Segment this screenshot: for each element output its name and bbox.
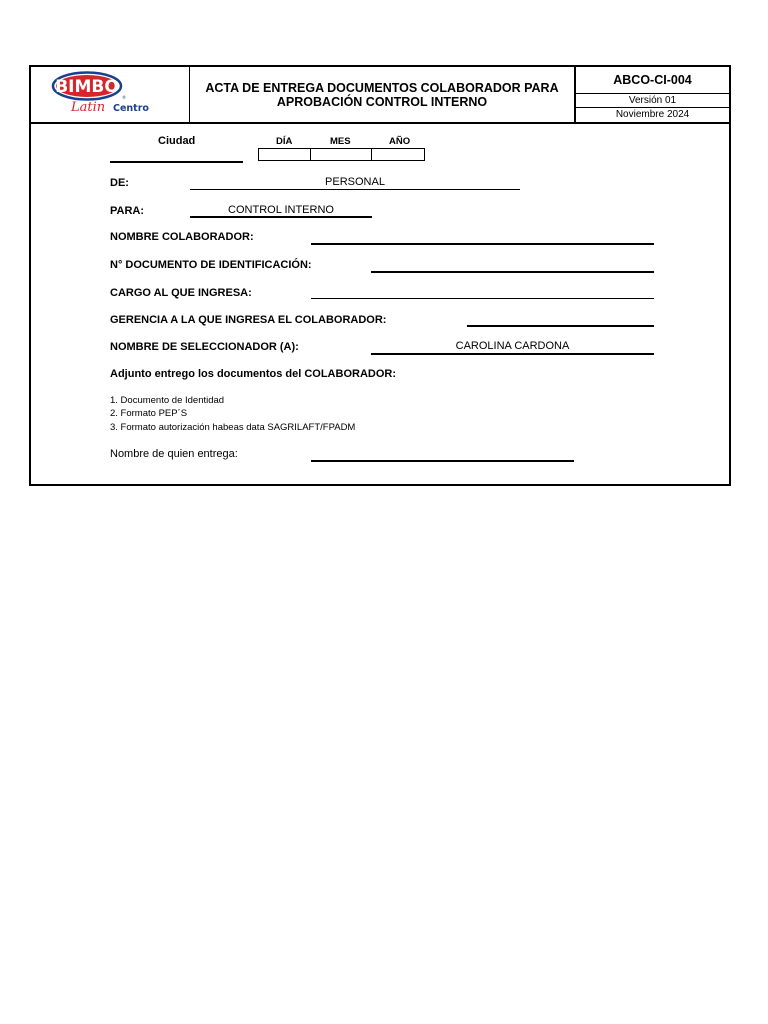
bimbo-logo: [31, 67, 189, 122]
logo-sub-bold: Centro: [113, 103, 149, 114]
delivery-form: [29, 65, 731, 486]
documents-heading: Adjunto entrego los documentos del COLABORADOR:: [110, 368, 396, 380]
document-title: [190, 67, 576, 122]
svg-text:®: ®: [122, 95, 126, 100]
de-label: DE:: [110, 177, 129, 189]
month-label: MES: [330, 136, 351, 147]
de-value: PERSONAL: [325, 176, 385, 188]
city-input-line[interactable]: [110, 161, 243, 163]
nombre-colaborador-line[interactable]: [311, 243, 654, 245]
para-label: PARA:: [110, 205, 145, 217]
cargo-line[interactable]: [311, 298, 654, 299]
year-label: AÑO: [389, 136, 411, 147]
document-item-1: 1. Documento de Identidad: [110, 395, 225, 406]
month-box[interactable]: [310, 148, 372, 161]
seleccionador-label: NOMBRE DE SELECCIONADOR (A):: [110, 341, 299, 353]
day-box[interactable]: [258, 148, 311, 161]
logo-cell: [31, 67, 190, 122]
city-label: Ciudad: [158, 135, 196, 147]
nombre-colaborador-label: NOMBRE COLABORADOR:: [110, 231, 254, 243]
delivered-by-label: Nombre de quien entrega:: [110, 448, 238, 460]
gerencia-line[interactable]: [467, 325, 654, 327]
documento-line[interactable]: [371, 271, 654, 273]
delivered-by-line[interactable]: [311, 460, 574, 462]
document-code-cell: [576, 67, 729, 122]
seleccionador-value: CAROLINA CARDONA: [455, 340, 570, 352]
gerencia-label: GERENCIA A LA QUE INGRESA EL COLABORADOR:: [110, 314, 387, 326]
cargo-label: CARGO AL QUE INGRESA:: [110, 287, 252, 299]
de-line[interactable]: [190, 189, 520, 190]
para-value: CONTROL INTERNO: [228, 204, 334, 216]
logo-brand-text: BIMBO: [55, 77, 119, 97]
document-version: Versión 01: [576, 94, 729, 108]
documento-label: N° DOCUMENTO DE IDENTIFICACIÓN:: [110, 259, 312, 271]
seleccionador-line[interactable]: [371, 353, 654, 355]
title-line-2: APROBACIÓN CONTROL INTERNO: [276, 94, 488, 109]
title-line-1: ACTA DE ENTREGA DOCUMENTOS COLABORADOR PARA: [205, 80, 559, 95]
document-item-2: 2. Formato PEP´S: [110, 408, 188, 419]
day-label: DÍA: [276, 136, 293, 147]
year-box[interactable]: [371, 148, 425, 161]
logo-sub-script: Latin: [71, 100, 106, 115]
form-header: [31, 67, 729, 124]
document-item-3: 3. Formato autorización habeas data SAGRILAFT/FPADM: [110, 422, 356, 433]
para-line[interactable]: [190, 216, 372, 218]
document-code: ABCO-CI-004: [576, 67, 729, 94]
document-date: Noviembre 2024: [615, 109, 690, 120]
